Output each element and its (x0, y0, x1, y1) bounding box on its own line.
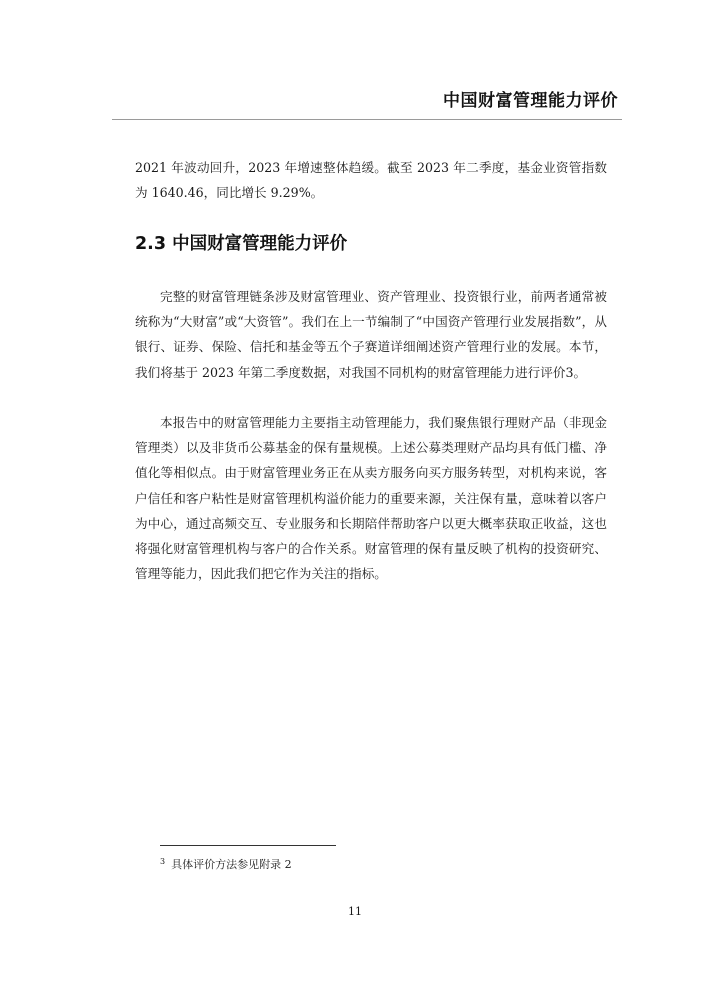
footnote (160, 854, 292, 873)
continuation-paragraph: 2021 年波动回升，2023 年增速整体趋缓。截至 2023 年二季度，基金业资管指数为 1640.46，同比增长 9.29%。 (135, 160, 607, 201)
header-divider (112, 119, 622, 120)
page-number: 11 (348, 905, 362, 918)
section-paragraph-2: 本报告中的财富管理能力主要指主动管理能力，我们聚焦银行理财产品（非现金管理类）以及非货币公募基金的保有量规模。上述公募类理财产品均具有低门槛、净值化等相似点。由于财富管理业务正在从卖方服务向买方服务转型，对机构来说，客户信任和客户粘性是财富管理机构溢价能力的重要来源，关注保有量，意味着以客户为中心，通过高频交互、专业服务和长期陪伴帮助客户以更大概率获取正收益，这也将强化财富管理机构与客户的合作关系。财富管理的保有量反映了机构的投资研究、管理等能力，因此我们把它作为关注的指标。 (135, 415, 607, 582)
section-paragraph-1 (135, 284, 607, 385)
footnote-divider (160, 845, 336, 846)
section-paragraph-1-end: 。 (573, 364, 587, 380)
footnote-text: 具体评价方法参见附录 2 (171, 858, 292, 871)
footnote-marker: 3 (160, 857, 166, 866)
running-header-title: 中国财富管理能力评价 (443, 91, 618, 111)
section-heading: 2.3 中国财富管理能力评价 (135, 234, 348, 254)
section-paragraph-1-text: 完整的财富管理链条涉及财富管理业、资产管理业、投资银行业，前两者通常被统称为“大财富”或“大资管”。我们在上一节编制了“中国资产管理行业发展指数”，从银行、证券、保险、信托和基金等五个子赛道详细阐述资产管理行业的发展。本节，我们将基于 2023 年第二季度数据，对我国不同机构的财富管理能力进行评价 (135, 289, 607, 380)
footnote-reference: 3 (565, 364, 574, 380)
